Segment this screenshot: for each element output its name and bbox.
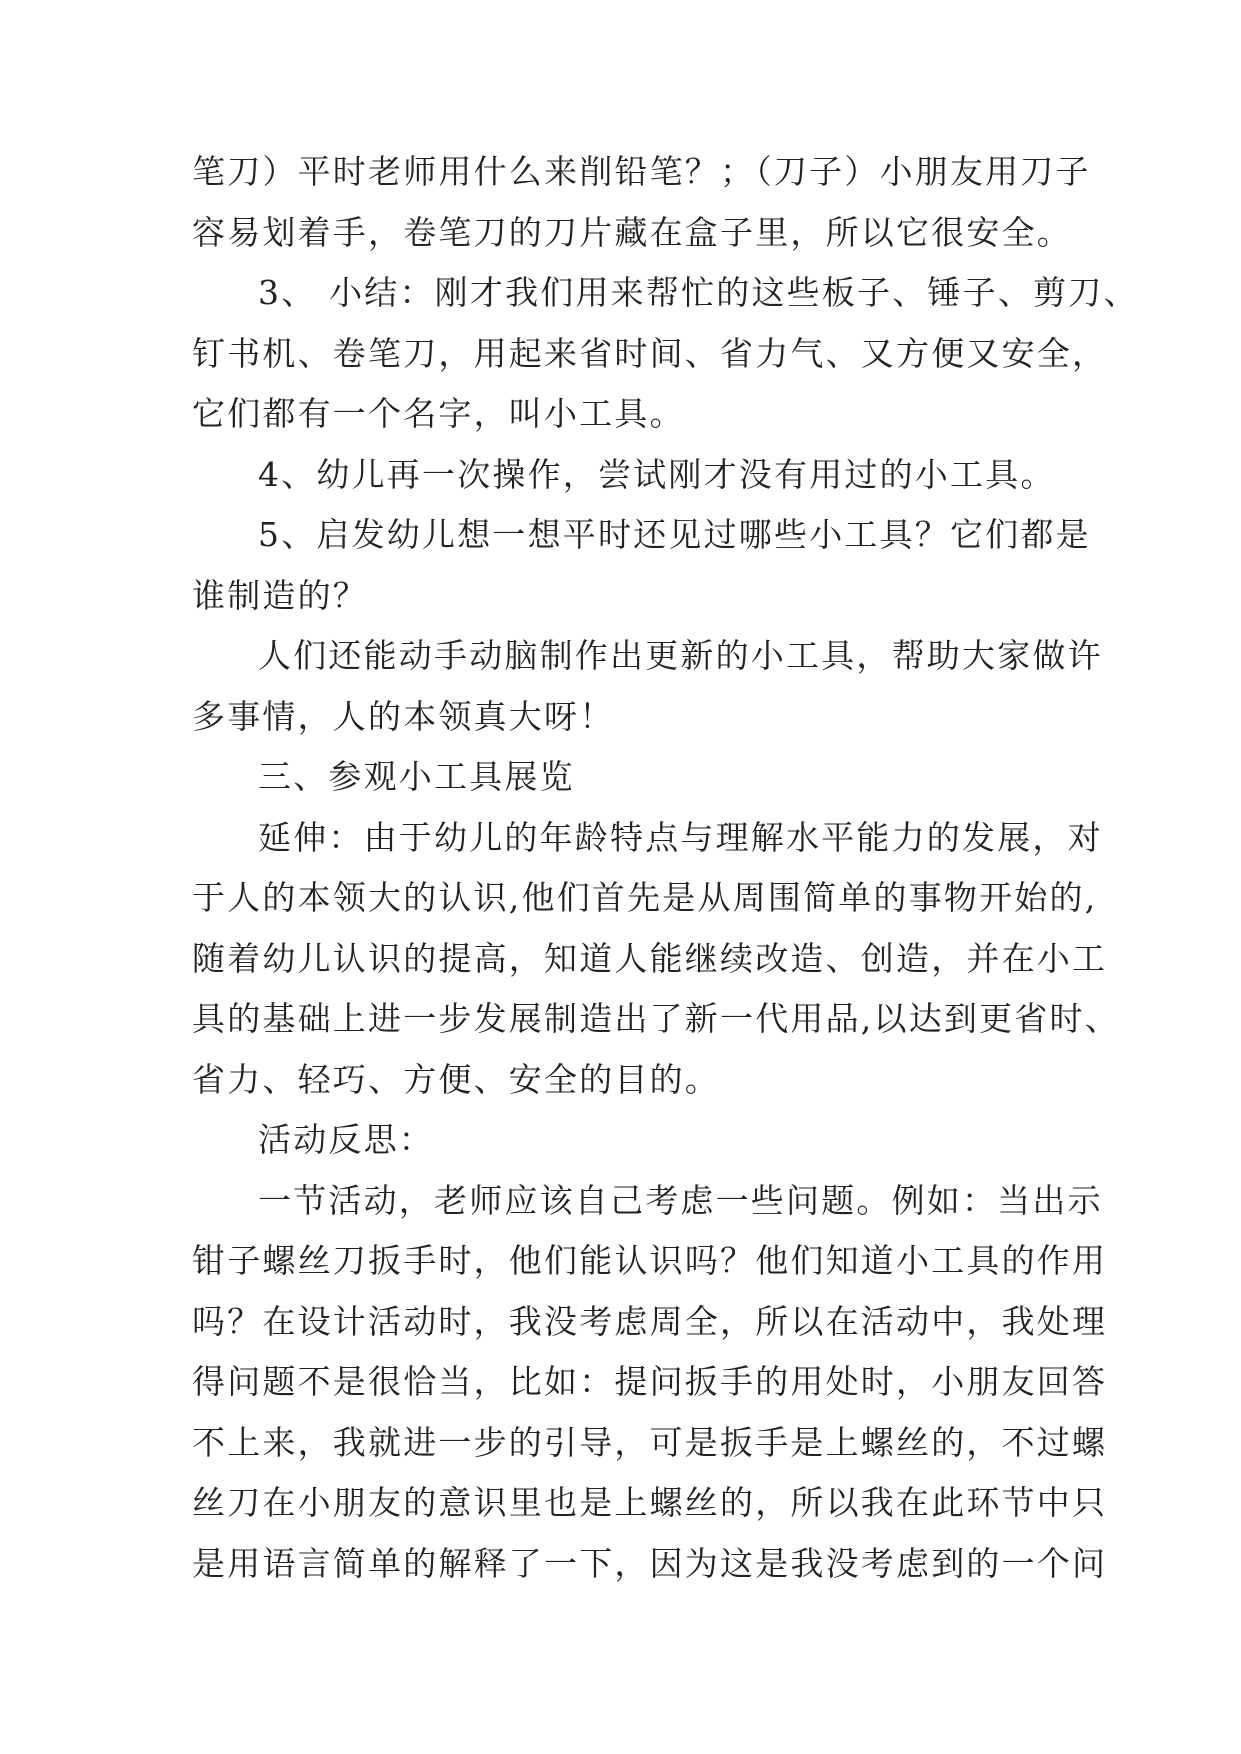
text-line: 人们还能动手动脑制作出更新的小工具，帮助大家做许 (258, 636, 1103, 675)
text-line: 具的基础上进一步发展制造出了新一代用品,以达到更省时、 (192, 999, 1120, 1038)
text-line: 钉书机、卷笔刀，用起来省时间、省力气、又方便又安全， (192, 333, 1108, 373)
text-line: 容易划着手，卷笔刀的刀片藏在盒子里，所以它很安全。 (192, 212, 1072, 252)
text-line: 笔刀）平时老师用什么来削铅笔？；（刀子）小朋友用刀子 (192, 152, 1091, 191)
text-line: 不上来，我就进一步的引导，可是扳手是上螺丝的，不过螺 (192, 1422, 1108, 1462)
text-line: 得问题不是很恰当，比如：提问扳手的用处时，小朋友回答 (192, 1362, 1108, 1401)
text-line: 多事情，人的本领真大呀！ (192, 696, 615, 736)
text-line: 是用语言简单的解释了一下，因为这是我没考虑到的一个问 (192, 1543, 1108, 1583)
text-line: 4、幼儿再一次操作，尝试刚才没有用过的小工具。 (258, 454, 1056, 494)
document-page (192, 142, 1139, 1594)
text-line: 于人的本领大的认识,他们首先是从周围简单的事物开始的, (192, 878, 1098, 917)
section-heading: 活动反思： (258, 1120, 434, 1159)
text-line: 它们都有一个名字，叫小工具。 (192, 394, 685, 433)
text-line: 3、 小结：刚才我们用来帮忙的这些板子、锤子、剪刀、 (258, 273, 1139, 312)
text-line: 吗？在设计活动时，我没考虑周全，所以在活动中，我处理 (192, 1301, 1108, 1341)
section-heading: 三、参观小工具展览 (258, 757, 575, 796)
text-line: 5、启发幼儿想一想平时还见过哪些小工具？它们都是 (258, 515, 1091, 554)
text-line: 延伸：由于幼儿的年龄特点与理解水平能力的发展，对 (258, 817, 1103, 857)
text-line: 谁制造的？ (192, 575, 368, 615)
text-line: 丝刀在小朋友的意识里也是上螺丝的，所以我在此环节中只 (192, 1483, 1108, 1522)
text-line: 钳子螺丝刀扳手时，他们能认识吗？他们知道小工具的作用 (192, 1241, 1108, 1280)
text-line: 随着幼儿认识的提高，知道人能继续改造、创造，并在小工 (192, 938, 1108, 978)
text-line: 一节活动，老师应该自己考虑一些问题。例如：当出示 (258, 1180, 1103, 1220)
text-line: 省力、轻巧、方便、安全的目的。 (192, 1059, 720, 1099)
